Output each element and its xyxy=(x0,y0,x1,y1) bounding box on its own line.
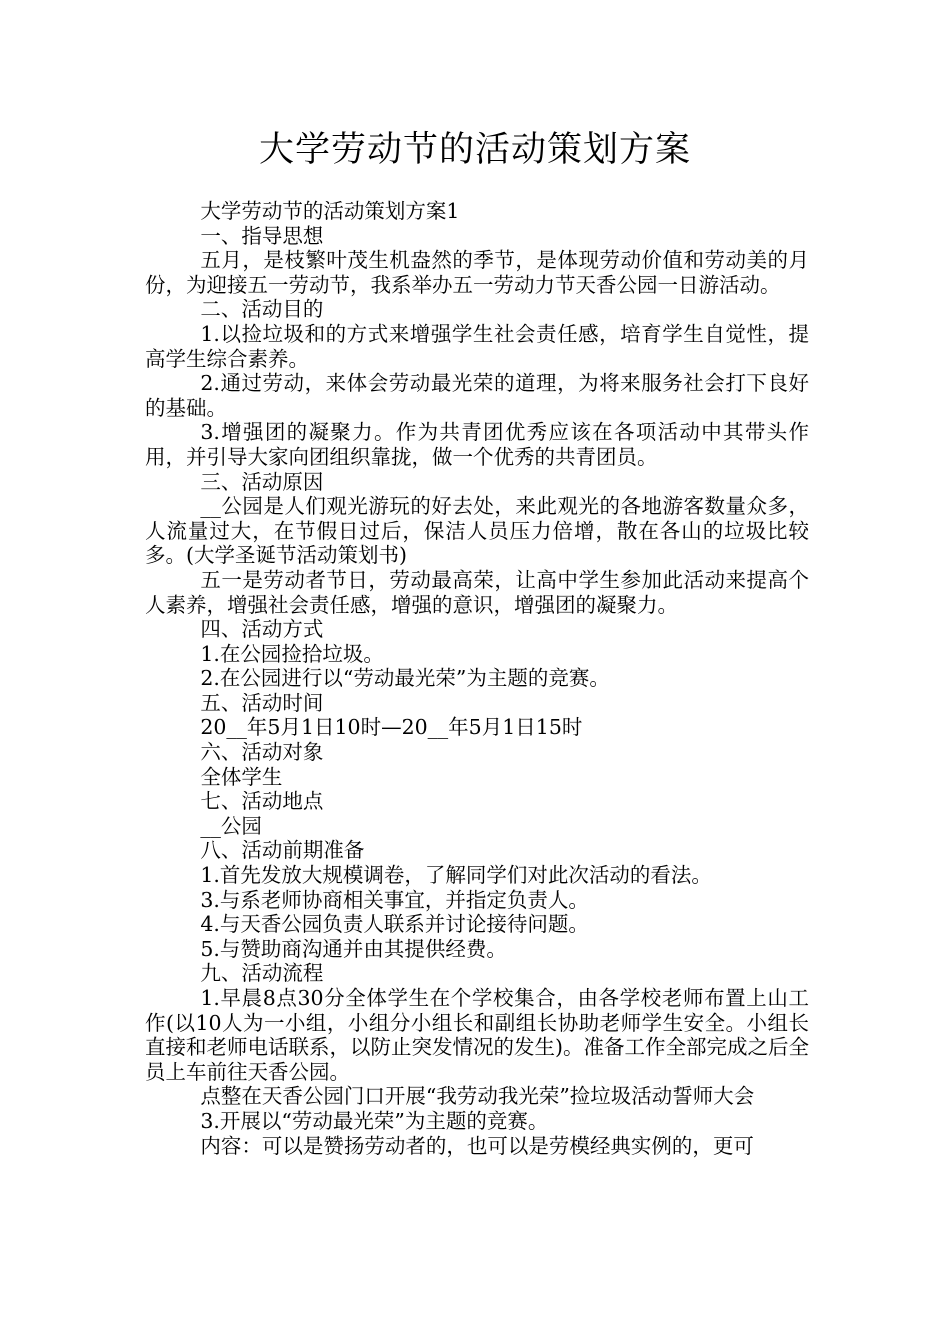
body-paragraph: 内容：可以是赞扬劳动者的，也可以是劳模经典实例的，更可 xyxy=(200,1133,754,1158)
section-heading: 四、活动方式 xyxy=(200,617,324,642)
body-paragraph: 2.通过劳动，来体会劳动最光荣的道理，为将来服务社会打下良好的基础。 xyxy=(145,371,809,420)
body-paragraph: 20__年5月1日10时—20__年5月1日15时 xyxy=(200,715,583,740)
body-paragraph: 1.早晨8点30分全体学生在个学校集合，由各学校老师布置上山工作(以10人为一小组，小组分小组长和副组长协助老师学生安全。小组长直接和老师电话联系，以防止突发情况的发生)。准备工作全部完成之后全员上车前往天香公园。 xyxy=(145,986,809,1084)
section-heading: 九、活动流程 xyxy=(200,961,324,986)
body-paragraph: 点整在天香公园门口开展“我劳动我光荣”捡垃圾活动誓师大会 xyxy=(200,1084,755,1109)
body-paragraph: 3.开展以“劳动最光荣”为主题的竞赛。 xyxy=(200,1108,549,1133)
body-paragraph: 3.增强团的凝聚力。作为共青团优秀应该在各项活动中其带头作用，并引导大家向团组织靠拢，做一个优秀的共青团员。 xyxy=(145,420,809,469)
body-paragraph: 全体学生 xyxy=(200,764,283,789)
section-heading: 六、活动对象 xyxy=(200,740,324,765)
body-paragraph: 4.与天香公园负责人联系并讨论接待问题。 xyxy=(200,912,589,937)
document-body xyxy=(145,199,809,1158)
section-heading: 七、活动地点 xyxy=(200,789,324,814)
body-paragraph: 2.在公园进行以“劳动最光荣”为主题的竞赛。 xyxy=(200,666,610,691)
section-heading: 五、活动时间 xyxy=(200,690,324,715)
body-paragraph: 五一是劳动者节日，劳动最高荣，让高中学生参加此活动来提高个人素养，增强社会责任感，增强的意识，增强团的凝聚力。 xyxy=(145,567,809,617)
body-paragraph: __公园 xyxy=(200,813,262,838)
body-paragraph: 5.与赞助商沟通并由其提供经费。 xyxy=(200,936,507,961)
document-title: 大学劳动节的活动策划方案 xyxy=(258,130,691,170)
body-paragraph: 1.以捡垃圾和的方式来增强学生社会责任感，培育学生自觉性，提高学生综合素养。 xyxy=(145,321,809,371)
section-heading: 二、活动目的 xyxy=(200,297,324,322)
body-paragraph: 1.首先发放大规模调卷，了解同学们对此次活动的看法。 xyxy=(200,863,712,888)
body-paragraph: 大学劳动节的活动策划方案1 xyxy=(200,199,460,223)
body-paragraph: __公园是人们观光游玩的好去处，来此观光的各地游客数量众多，人流量过大，在节假日过后，保洁人员压力倍增，散在各山的垃圾比较多。(大学圣诞节活动策划书) xyxy=(145,494,809,568)
section-heading: 一、指导思想 xyxy=(200,223,324,248)
section-heading: 三、活动原因 xyxy=(200,469,324,494)
body-paragraph: 3.与系老师协商相关事宜，并指定负责人。 xyxy=(200,887,589,912)
section-heading: 八、活动前期准备 xyxy=(200,838,365,863)
body-paragraph: 五月，是枝繁叶茂生机盎然的季节，是体现劳动价值和劳动美的月份，为迎接五一劳动节，我系举办五一劳动力节天香公园一日游活动。 xyxy=(145,248,809,297)
body-paragraph: 1.在公园捡拾垃圾。 xyxy=(200,641,384,666)
